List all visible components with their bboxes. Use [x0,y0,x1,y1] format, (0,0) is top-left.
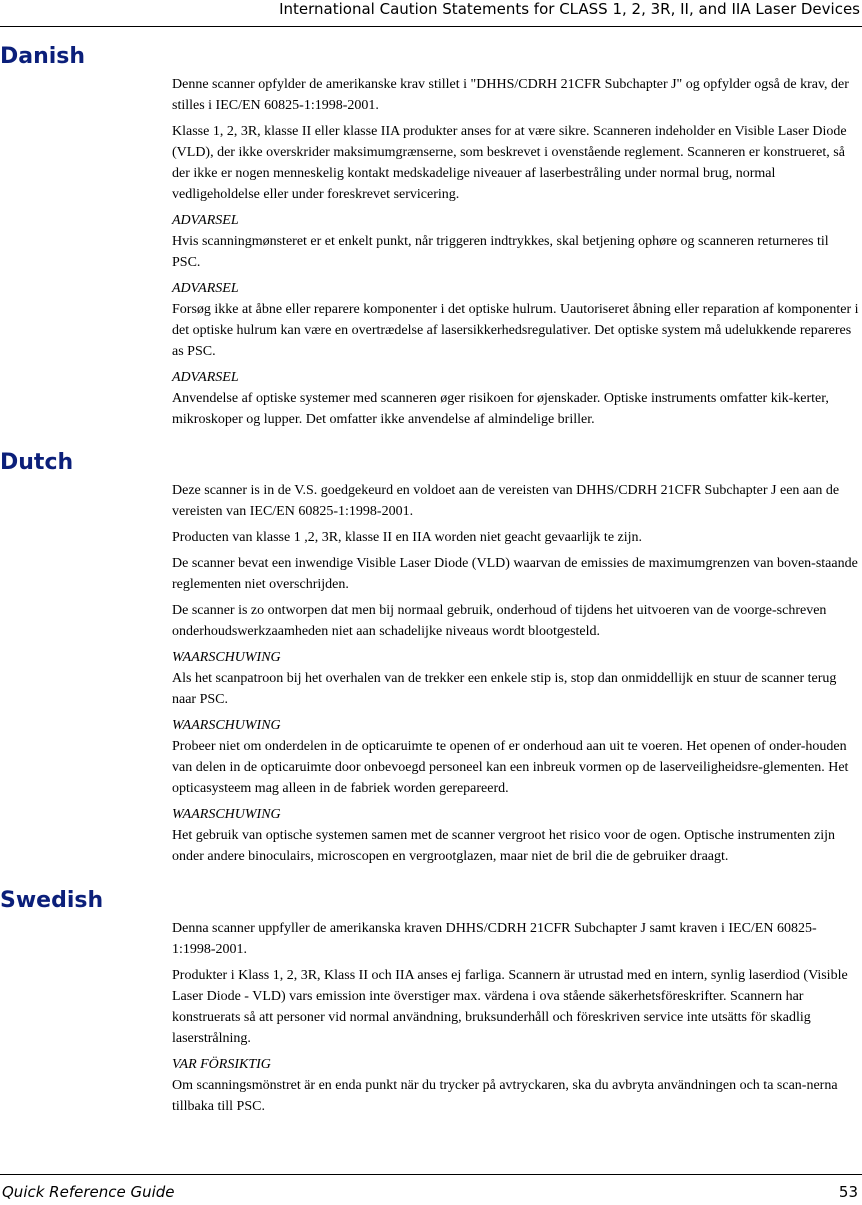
paragraph: Produkter i Klass 1, 2, 3R, Klass II och IIA anses ej farliga. Scannern är utrustad med en intern, synlig laserdiod (Visible Laser Diode - VLD) vars emission inte överstiger max. värdena i ova stående säkerhetsföreskrifter. Scannern har konstruerats så att personer vid normal användning, bruksunderhåll och föreskriven service inte utsätts för skadlig laserstrålning. [172,968,848,1046]
warning-text: Anvendelse af optiske systemer med scanneren øger risikoen for øjenskader. Optiske instruments omfatter kik-kerter, mikroskoper og lupper. Det omfatter ikke anvendelse af almindelige briller. [172,391,829,427]
paragraph: Deze scanner is in de V.S. goedgekeurd en voldoet aan de vereisten van DHHS/CDRH 21CFR Subchapter J een aan de vereisten van IEC/EN 60825-1:1998-2001. [172,483,840,519]
paragraph: Producten van klasse 1 ,2, 3R, klasse II en IIA worden niet geacht gevaarlijk te zijn. [172,530,643,545]
section-heading-dutch: Dutch [0,450,74,475]
section-heading-danish: Danish [0,44,86,69]
warning-text: Forsøg ikke at åbne eller reparere komponenter i det optiske hulrum. Uautoriseret åbning eller reparation af komponenter i det optiske hulrum kan være en overtrædelse af lasersikkerhedsregulativer. Det optiske system må udelukkende repareres as PSC. [172,302,859,359]
warning-block [172,367,860,430]
section-body-danish [172,74,860,435]
paragraph: Klasse 1, 2, 3R, klasse II eller klasse IIA produkter anses for at være sikre. Scanneren indeholder en Visible Laser Diode (VLD), der ikke overskrider maksimumgrænserne, som beskrevet i ovenstående reglement. Scanneren er konstrueret, så der ikke er nogen menneskelig kontakt medskadelige niveauer af laserbestråling under normal brug, normal vedligeholdelse eller under foreskrevet servicering. [172,124,847,202]
warning-text: Het gebruik van optische systemen samen met de scanner vergroot het risico voor de ogen. Optische instrumenten zijn onder andere binoculairs, microscopen en vergrootglazen, maar niet de bril die de gebruiker draagt. [172,828,836,864]
warning-label: ADVARSEL [172,213,239,228]
section-heading-swedish: Swedish [0,888,104,913]
footer-guide-title: Quick Reference Guide [2,1183,175,1201]
warning-label: WAARSCHUWING [172,718,281,733]
warning-label: WAARSCHUWING [172,650,281,665]
warning-block [172,210,860,273]
warning-label: ADVARSEL [172,370,239,385]
warning-block [172,1054,860,1117]
section-body-swedish [172,918,860,1122]
paragraph: Denna scanner uppfyller de amerikanska kraven DHHS/CDRH 21CFR Subchapter J samt kraven i IEC/EN 60825-1:1998-2001. [172,921,817,957]
paragraph: De scanner is zo ontworpen dat men bij normaal gebruik, onderhoud of tijdens het uitvoeren van de voorge-schreven onderhoudswerkzaamheden niet aan schadelijke niveaus wordt blootgesteld. [172,603,827,639]
warning-block [172,804,860,867]
warning-text: Om scanningsmönstret är en enda punkt när du trycker på avtryckaren, ska du avbryta användningen och ta scan-nerna tillbaka till PSC. [172,1078,838,1114]
section-body-dutch [172,480,860,872]
page-footer [0,1174,862,1205]
paragraph: De scanner bevat een inwendige Visible Laser Diode (VLD) waarvan de emissies de maximumgrenzen van boven-staande reglementen niet overschrijden. [172,556,858,592]
warning-label: VAR FÖRSIKTIG [172,1057,271,1072]
warning-block [172,647,860,710]
warning-block [172,278,860,362]
warning-text: Probeer niet om onderdelen in de opticaruimte te openen of er onderhoud aan uit te voeren. Het openen of onder-houden van delen in de opticaruimte door onbevoegd personeel kan een inbreuk vormen op de laserveiligheidsre-glementen. Het opticasysteem mag alleen in de fabriek worden gerepareerd. [172,739,849,796]
warning-text: Als het scanpatroon bij het overhalen van de trekker een enkele stip is, stop dan onmiddellijk en stuur de scanner terug naar PSC. [172,671,837,707]
warning-label: WAARSCHUWING [172,807,281,822]
document-title: International Caution Statements for CLASS 1, 2, 3R, II, and IIA Laser Devices [279,0,860,18]
warning-label: ADVARSEL [172,281,239,296]
page-number: 53 [838,1183,858,1201]
paragraph: Denne scanner opfylder de amerikanske krav stillet i "DHHS/CDRH 21CFR Subchapter J" og opfylder også de krav, der stilles i IEC/EN 60825-1:1998-2001. [172,77,849,113]
warning-block [172,715,860,799]
warning-text: Hvis scanningmønsteret er et enkelt punkt, når triggeren indtrykkes, skal betjening ophøre og scanneren returneres til PSC. [172,234,829,270]
running-header [0,0,862,27]
